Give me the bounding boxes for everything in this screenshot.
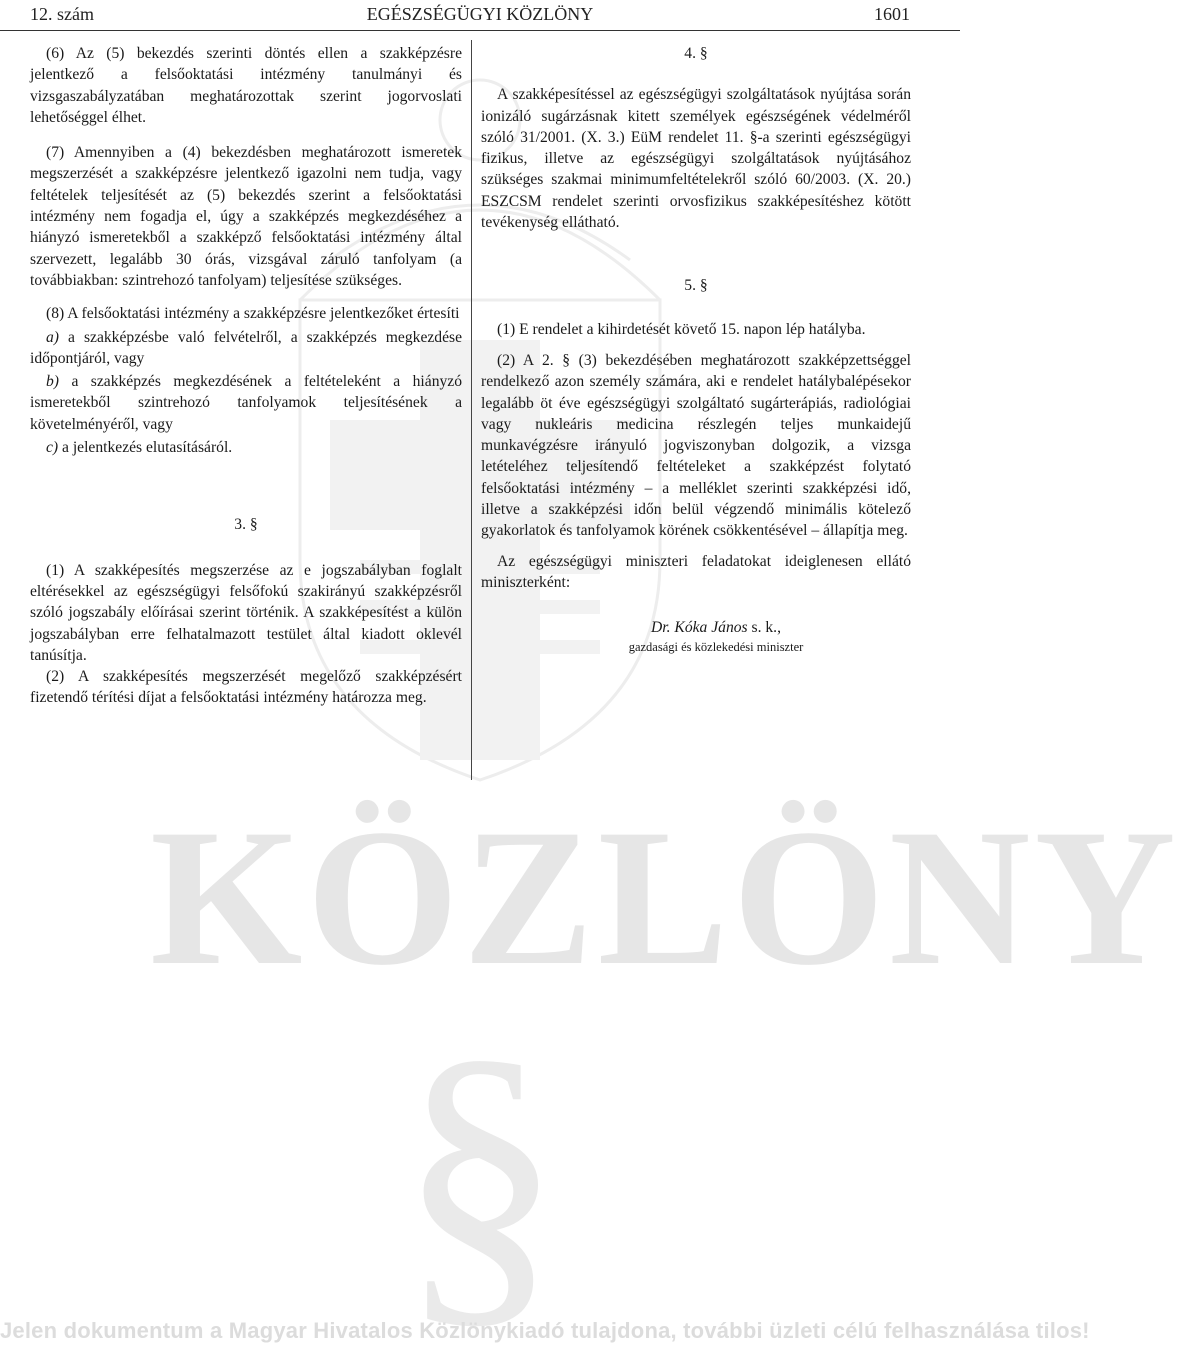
list-item-text: a szakképzés megkezdésének a feltételeként a hiányzó ismeretekből szintrehozó tanfolyamok teljesítésének a követelményéről, vagy <box>30 373 463 433</box>
list-item-text: a jelentkezés elutasításáról. <box>62 439 233 457</box>
section-5-paragraph-2: (2) A 2. § (3) bekezdésében meghatározott szakképzettséggel rendelkező azon személy számára, aki e rendelet hatálybalépésekor legalább öt éve egészségügyi szolgáltató sugárterápiás, radiológiai vagy nukleáris medicina részlegén teljes munkaidejű munkavégzésre irányuló jogviszonyban dolgozik, a vizsga letételéhez teljesítendő feltételeket a szakképzést folytató felsőoktatási intézmény – a melléklet szerinti szakképzési idő, illetve a szakképzési időn belül végzendő minimális kötelező gyakorlatok és tanfolyamok körének csökkentésével – állapítja meg. <box>481 351 911 540</box>
paragraph-7: (7) Amennyiben a (4) bekezdésben meghatározott ismeretek megszerzését a szakképzésre jelentkező igazolni nem tudja, vagy feltételek teljesítését az (5) bekezdés szerint a felsőoktatási intézmény nem fogadja el, úgy a szakképzés megkezdéséhez a hiányzó ismeretekből a szakképző felsőoktatási intézmény által szervezett, legalább 30 órás, vizsgával záruló tanfolyam (a továbbiakban: szintrehozó tanfolyam) teljesítése szükséges. <box>30 144 462 289</box>
running-header <box>0 0 960 31</box>
signer-suffix: s. k., <box>747 619 781 637</box>
page-number: 1601 <box>874 4 910 24</box>
issue-number: 12. szám <box>30 4 94 24</box>
right-column <box>481 43 911 655</box>
section-5-paragraph-1: (1) E rendelet a kihirdetését követő 15. napon lép hatályba. <box>497 320 866 338</box>
footer-watermark: Jelen dokumentum a Magyar Hivatalos Közlönykiadó tulajdona, további üzleti célú felhasználása tilos! <box>0 1318 1090 1343</box>
signature-intro: Az egészségügyi miniszteri feladatokat ideiglenesen ellátó miniszterként: <box>481 552 911 591</box>
signer-name: Dr. Kóka János <box>651 619 748 637</box>
paragraph-8: (8) A felsőoktatási intézmény a szakképzésre jelentkezőket értesíti <box>46 305 460 323</box>
list-item <box>30 437 462 458</box>
watermark-title: KÖZLÖNY <box>150 789 1180 1006</box>
section-4-paragraph: A szakképesítéssel az egészségügyi szolgáltatások nyújtása során ionizáló sugárzásnak kitett személyek egészségének védelméről szóló 31/2001. (X. 3.) EüM rendelet 11. §-a szerinti egészségügyi fizikus, illetve az egészségügyi szolgáltatások nyújtásához szükséges szakmai minimumfeltételekről szóló 60/2003. (X. 20.) ESZCSM rendelet szerinti orvosfizikus szakképesítéshez kötött tevékenység ellátható. <box>481 86 911 232</box>
section-4-heading: 4. § <box>684 45 708 62</box>
section-3-heading: 3. § <box>234 516 258 534</box>
journal-title: EGÉSZSÉGÜGYI KÖZLÖNY <box>366 4 594 24</box>
left-column <box>30 43 462 718</box>
list-marker: b) <box>46 373 59 391</box>
section-5-heading: 5. § <box>684 277 708 295</box>
list-item-text: a szakképzésbe való felvételről, a szakképzés megkezdése időpontjáról, vagy <box>30 328 463 367</box>
list-marker: a) <box>46 328 59 346</box>
list-item <box>30 327 462 370</box>
list-item <box>30 371 462 435</box>
column-divider <box>471 40 472 780</box>
list-marker: c) <box>46 439 59 457</box>
paragraph-6: (6) Az (5) bekezdés szerinti döntés ellen a szakképzésre jelentkező a felsőoktatási intézmény tanulmányi és vizsgaszabályzatában meghatározottak szerint jogorvoslati lehetőséggel élhet. <box>30 45 462 126</box>
signer <box>481 617 911 638</box>
watermark-paragraph-icon: § <box>397 992 563 1357</box>
section-3-paragraph-1: (1) A szakképesítés megszerzése az e jogszabályban foglalt eltérésekkel az egészségügyi felsőfokú szakirányú szakképzésről szóló jogszabály előírásai szerint történik. A szakképesítést a külön jogszabályban erre felhatalmazott testület által kiadott oklevél tanúsítja. <box>30 561 462 664</box>
signer-role: gazdasági és közlekedési miniszter <box>628 639 804 654</box>
section-3-paragraph-2: (2) A szakképesítés megszerzését megelőző szakképzésért fizetendő térítési díjat a felsőoktatási intézmény határozza meg. <box>30 668 462 707</box>
